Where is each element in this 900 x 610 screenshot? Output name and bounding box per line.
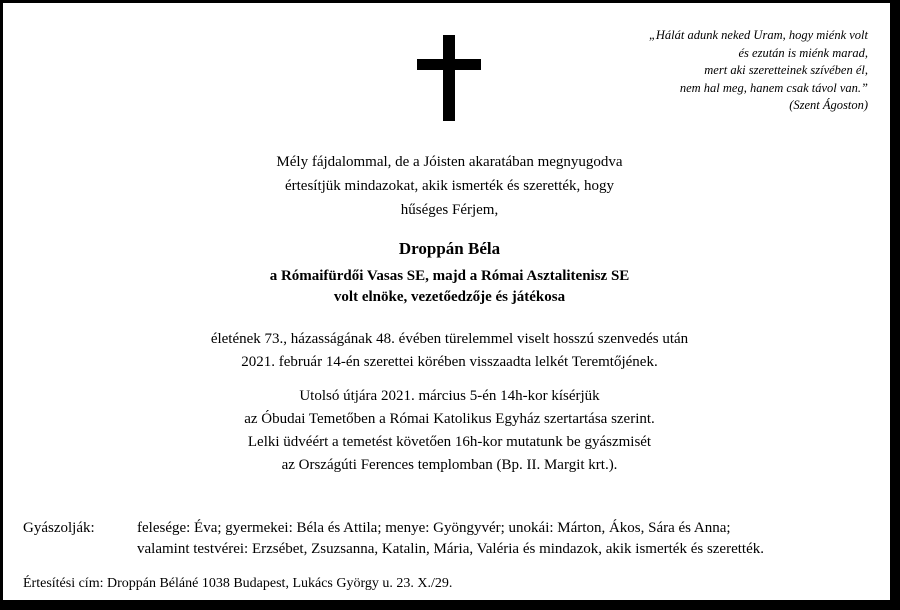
life-line: életének 73., házasságának 48. évében türelemmel viselt hosszú szenvedés után [210,331,689,347]
intro-line: értesítjük mindazokat, akik ismerték és szerették, hogy [284,178,615,194]
intro-line: Mély fájdalommal, de a Jóisten akaratában megnyugodva [276,154,623,170]
role-line: a Rómaifürdői Vasas SE, majd a Római Asztalitenisz SE [269,268,630,284]
contact-address: Értesítési cím: Droppán Béláné 1038 Budapest, Lukács György u. 23. X./29. [23,576,453,591]
mourners-line: valamint testvérei: Erzsébet, Zsuzsanna, Katalin, Mária, Valéria és mindazok, akik ismerték és szerették. [137,541,764,557]
intro-line: hűséges Férjem, [400,202,499,218]
mourners-label: Gyászolják: [23,520,95,536]
saint-augustine-quote [568,27,868,115]
cross-horizontal-bar [417,59,481,70]
role-line: volt elnöke, vezetőedzője és játékosa [333,289,566,305]
deceased-roles [3,266,896,308]
funeral-line: az Óbudai Temetőben a Római Katolikus Egyház szertartása szerint. [244,411,655,427]
intro-paragraph [3,150,896,222]
funeral-line: Lelki üdvéért a temetést követően 16h-kor mutatunk be gyászmisét [247,434,652,450]
deceased-name: Droppán Béla [398,239,501,258]
quote-line: és ezután is miénk marad, [738,45,868,60]
funeral-paragraph [3,385,896,477]
mourners-list [137,518,764,560]
life-paragraph [3,328,896,374]
latin-cross-icon [417,35,481,121]
quote-line: nem hal meg, hanem csak távol van.” [679,80,868,95]
quote-line: mert aki szeretteinek szívében él, [704,63,868,78]
life-line: 2021. február 14-én szerettei körében visszaadta lelkét Teremtőjének. [241,354,658,370]
funeral-line: az Országúti Ferences templomban (Bp. II. Margit krt.). [281,457,618,473]
quote-attribution: (Szent Ágoston) [789,98,868,113]
mourners-line: felesége: Éva; gyermekei: Béla és Attila; menye: Gyöngyvér; unokái: Márton, Ákos, Sára és Anna; [137,520,731,536]
cross-vertical-bar [443,35,455,121]
funeral-line: Utolsó útjára 2021. március 5-én 14h-kor kísérjük [299,388,600,404]
quote-line: „Hálát adunk neked Uram, hogy miénk volt [648,28,868,42]
